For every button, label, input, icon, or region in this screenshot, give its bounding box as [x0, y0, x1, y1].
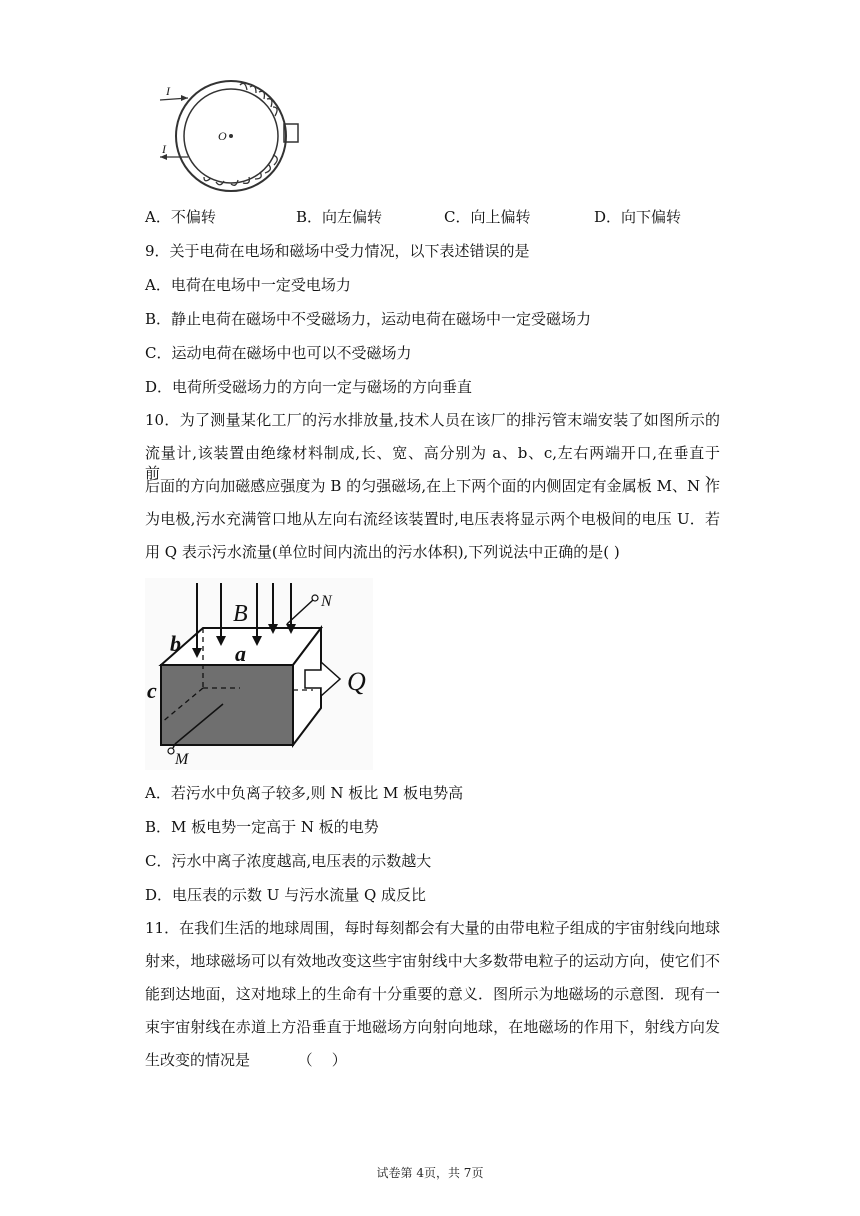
q11-stem-line-3: 能到达地面，这对地球上的生命有十分重要的意义．图所示为地磁场的示意图．现有一 [145, 985, 720, 1003]
q8-option-b: B．向左偏转 [296, 208, 383, 226]
q9-stem: 9．关于电荷在电场和磁场中受力情况，以下表述错误的是 [145, 242, 530, 260]
current-label-top: I [166, 84, 170, 98]
label-M: M [175, 751, 189, 768]
q10-option-c: C．污水中离子浓度越高,电压表的示数越大 [145, 852, 432, 870]
q8-option-a: A．不偏转 [145, 208, 216, 226]
q8-option-d: D．向下偏转 [594, 208, 682, 226]
q10-stem-line-3: 后面的方向加磁感应强度为 B 的匀强磁场,在上下两个面的内侧固定有金属板 M、N 作 [145, 477, 720, 495]
q10-stem-line-5: 用 Q 表示污水流量(单位时间内流出的污水体积),下列说法中正确的是( ) [145, 543, 620, 561]
label-N: N [321, 593, 332, 610]
center-label-o: O [218, 129, 227, 143]
page-footer: 试卷第 4页，共 7页 [376, 1166, 484, 1180]
q10-option-d: D．电压表的示数 U 与污水流量 Q 成反比 [145, 886, 427, 904]
q9-option-c: C．运动电荷在磁场中也可以不受磁场力 [145, 344, 412, 362]
q10-option-a: A．若污水中负离子较多,则 N 板比 M 板电势高 [145, 784, 464, 802]
toroid-coil-figure [148, 78, 308, 203]
q10-stem-line-2: 流量计,该装置由绝缘材料制成,长、宽、高分别为 a、b、c,左右两端开口,在垂直于前、 [145, 444, 720, 482]
label-Q: Q [347, 667, 366, 696]
q9-option-d: D．电荷所受磁场力的方向一定与磁场的方向垂直 [145, 378, 473, 396]
q9-option-a: A．电荷在电场中一定受电场力 [145, 276, 351, 294]
flowmeter-figure [145, 578, 373, 770]
label-a: a [235, 641, 246, 666]
current-label-bottom: I [162, 142, 166, 156]
q8-option-c: C．向上偏转 [444, 208, 531, 226]
q10-option-b: B．M 板电势一定高于 N 板的电势 [145, 818, 379, 836]
q10-stem-line-1: 10．为了测量某化工厂的污水排放量,技术人员在该厂的排污管末端安装了如图所示的 [145, 411, 720, 429]
q11-stem-line-1: 11．在我们生活的地球周围，每时每刻都会有大量的由带电粒子组成的宇宙射线向地球 [145, 919, 720, 937]
label-c: c [147, 678, 157, 703]
q11-stem-line-2: 射来，地球磁场可以有效地改变这些宇宙射线中大多数带电粒子的运动方向，使它们不 [145, 952, 720, 970]
q10-stem-line-4: 为电极,污水充满管口地从左向右流经该装置时,电压表将显示两个电极间的电压 U．若 [145, 510, 720, 528]
label-b: b [170, 631, 181, 656]
q11-stem-line-5: 生改变的情况是 （ ） [145, 1051, 347, 1069]
q9-option-b: B．静止电荷在磁场中不受磁场力，运动电荷在磁场中一定受磁场力 [145, 310, 592, 328]
label-B: B [233, 601, 248, 627]
q11-stem-line-4: 束宇宙射线在赤道上方沿垂直于地磁场方向射向地球，在地磁场的作用下，射线方向发 [145, 1018, 720, 1036]
